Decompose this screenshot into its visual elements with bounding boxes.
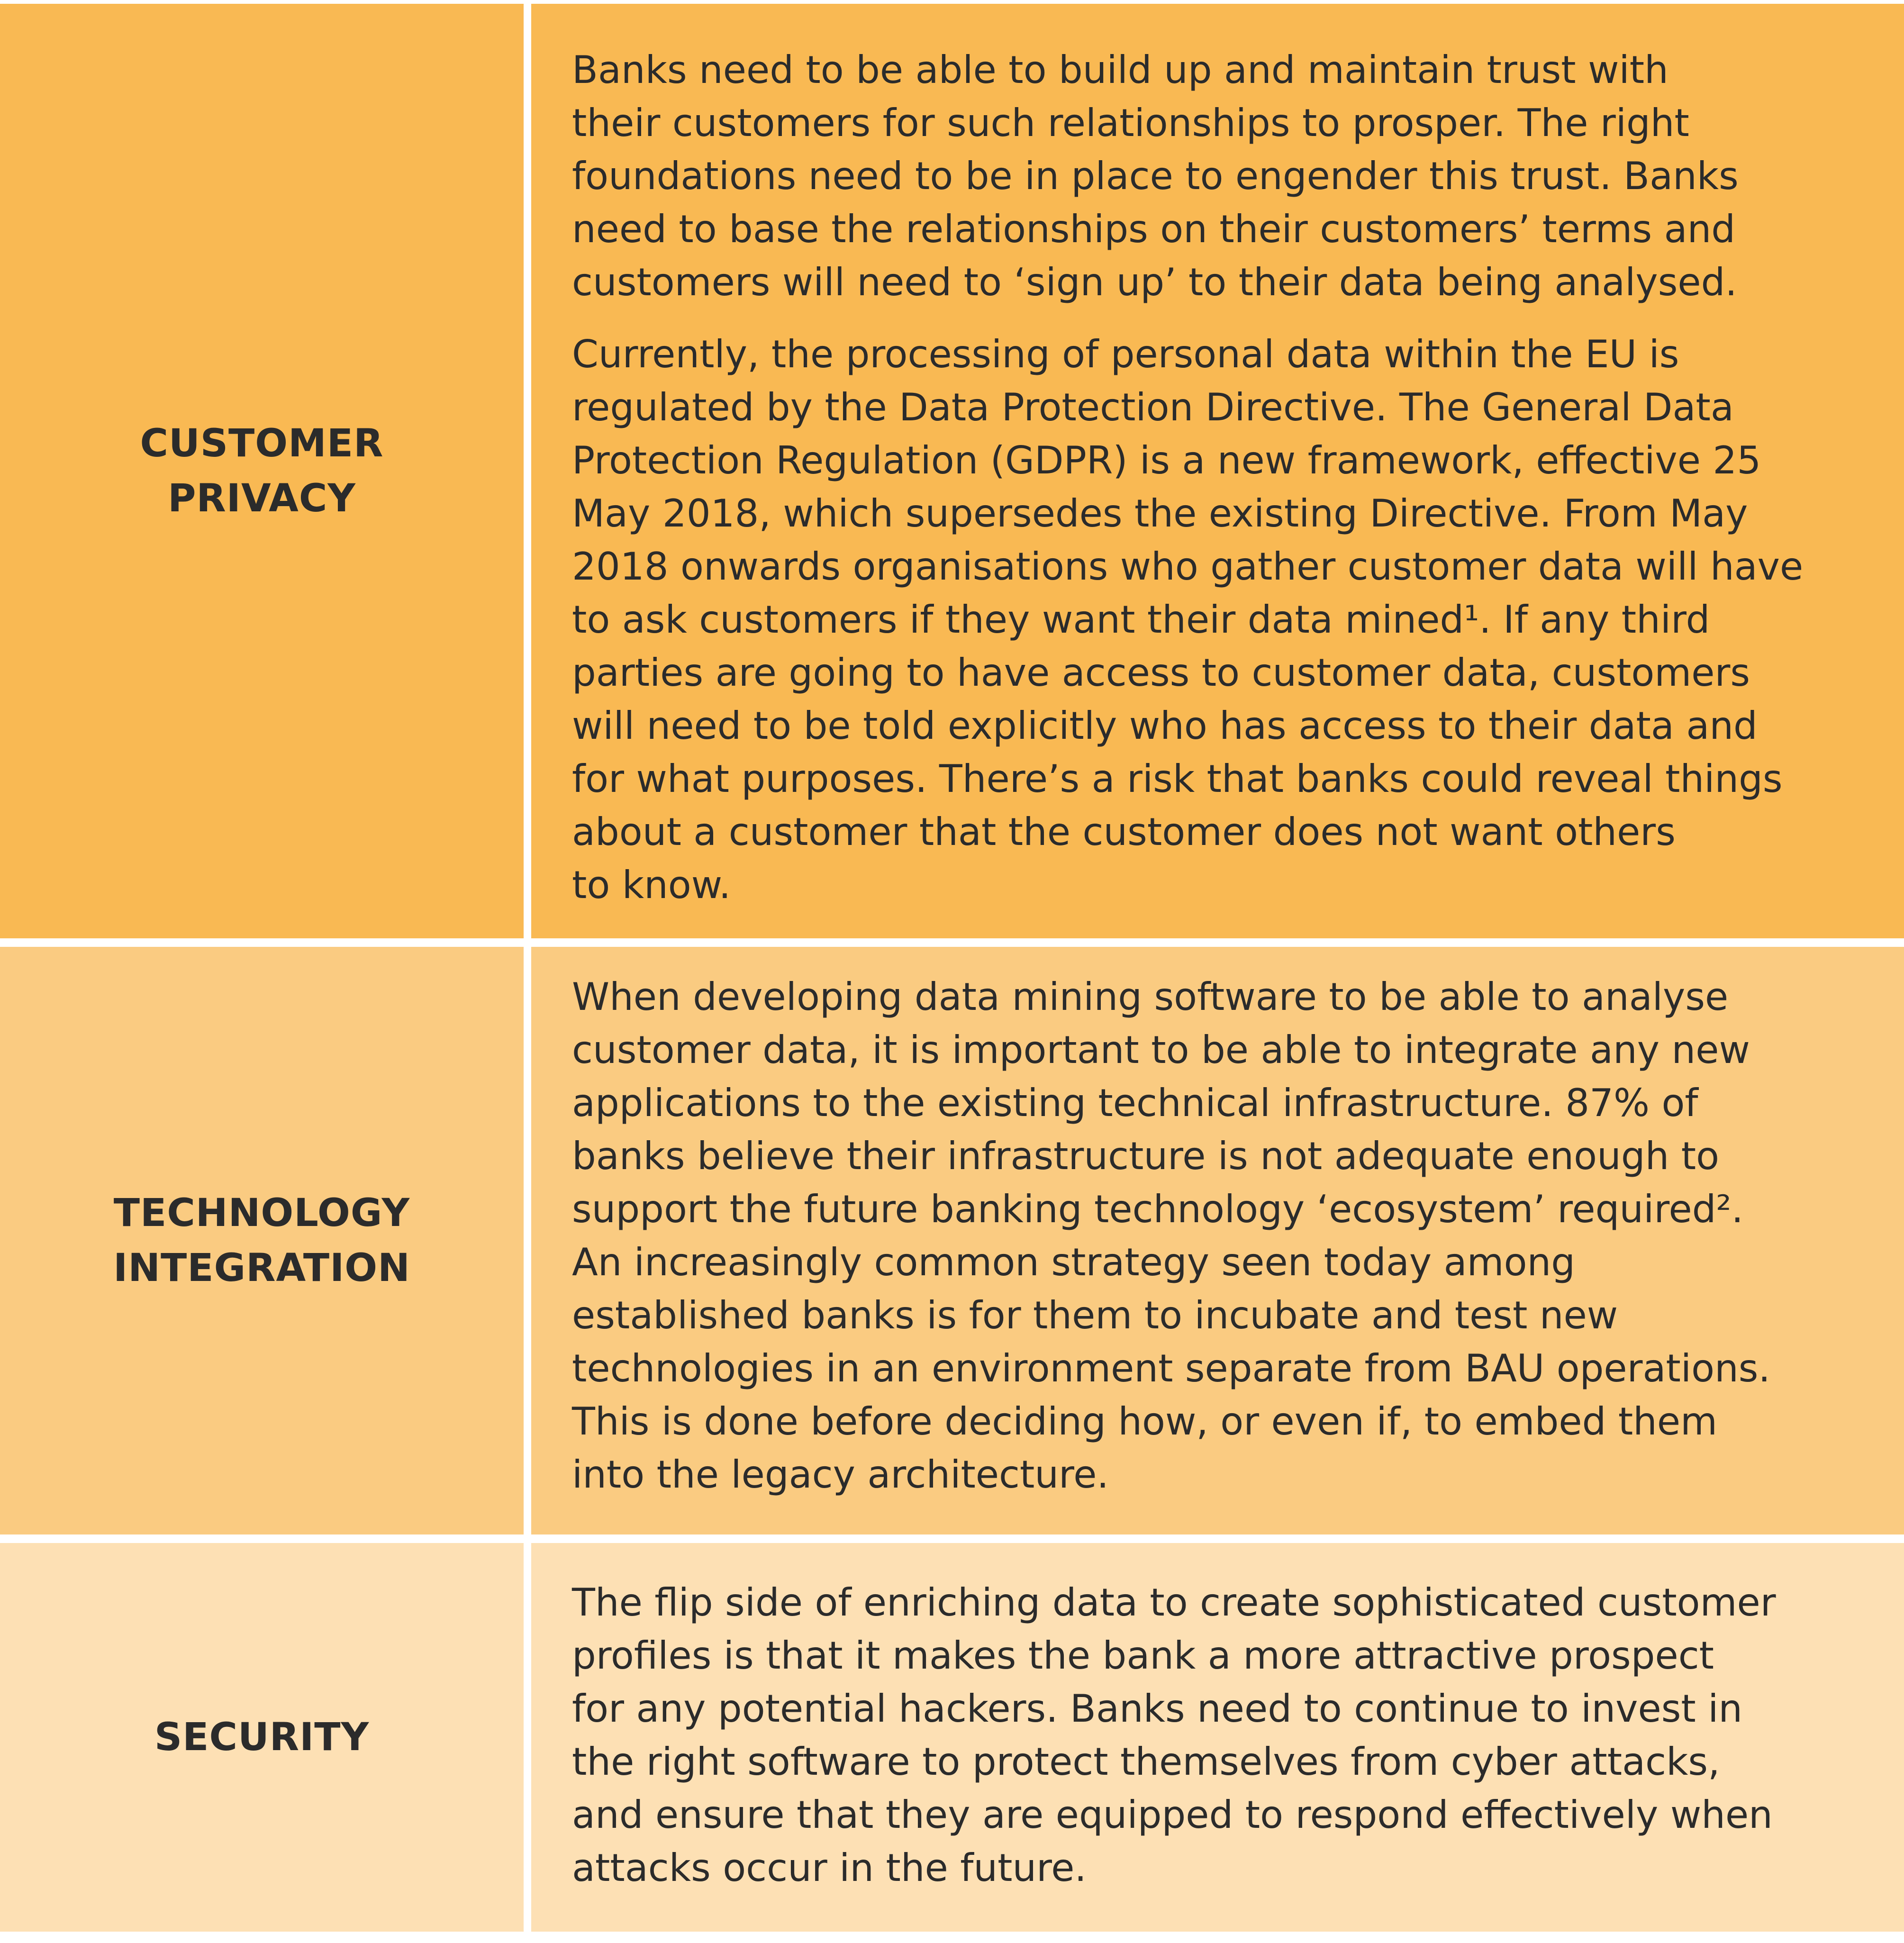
row-paragraph: Banks need to be able to build up and maintain trust with their customers for such relationships to prosper. The right foundations need to be in place to engender this trust. Banks need to base the relationships on their customers’ terms and customers will need to ‘sign up’ to their data being analysed. — [572, 48, 1739, 304]
row-label — [154, 1710, 369, 1765]
row-label-cell — [0, 1543, 524, 1932]
row-label-cell — [0, 4, 524, 938]
row-label-line: INTEGRATION — [113, 1246, 410, 1290]
row-label-line: SECURITY — [154, 1715, 370, 1760]
row-label-line: CUSTOMER — [140, 421, 384, 466]
table-row-customer-privacy — [0, 4, 1904, 938]
row-paragraph: When developing data mining software to be able to analyse customer data, it is important to be able to integrate any new applications to the existing technical infrastructure. 87% of banks believe their infrastructure is not adequate enough to support the future banking technology ‘ecosystem’ required². An increasingly common strategy seen today among established banks is for them to incubate and test new technologies in an environment separate from BAU operations. This is done before deciding how, or even if, to embed them into the legacy architecture. — [572, 975, 1770, 1497]
row-body-cell — [531, 947, 1904, 1534]
row-body-cell — [531, 1543, 1904, 1932]
table-row-security — [0, 1543, 1904, 1932]
row-label-line: PRIVACY — [168, 476, 356, 521]
table-row-technology-integration — [0, 947, 1904, 1534]
row-label — [140, 416, 384, 526]
row-body-cell — [531, 4, 1904, 938]
row-paragraph: Currently, the processing of personal data within the EU is regulated by the Data Protection Directive. The General Data Protection Regulation (GDPR) is a new framework, effective 25 May 2018, which supersedes the existing Directive. From May 2018 onwards organisations who gather customer data will have to ask customers if they want their data mined¹. If any third parties are going to have access to customer data, customers will need to be told explicitly who has access to their data and for what purposes. There’s a risk that banks could reveal things about a customer that the customer does not want others to know. — [572, 332, 1804, 907]
row-paragraph: The flip side of enriching data to create sophisticated customer profiles is that it makes the bank a more attractive prospect for any potential hackers. Banks need to continue to invest in the right software to protect themselves from cyber attacks, and ensure that they are equipped to respond effectively when attacks occur in the future. — [572, 1580, 1776, 1890]
row-label — [113, 1186, 410, 1296]
row-label-line: TECHNOLOGY — [113, 1191, 410, 1235]
row-label-cell — [0, 947, 524, 1534]
